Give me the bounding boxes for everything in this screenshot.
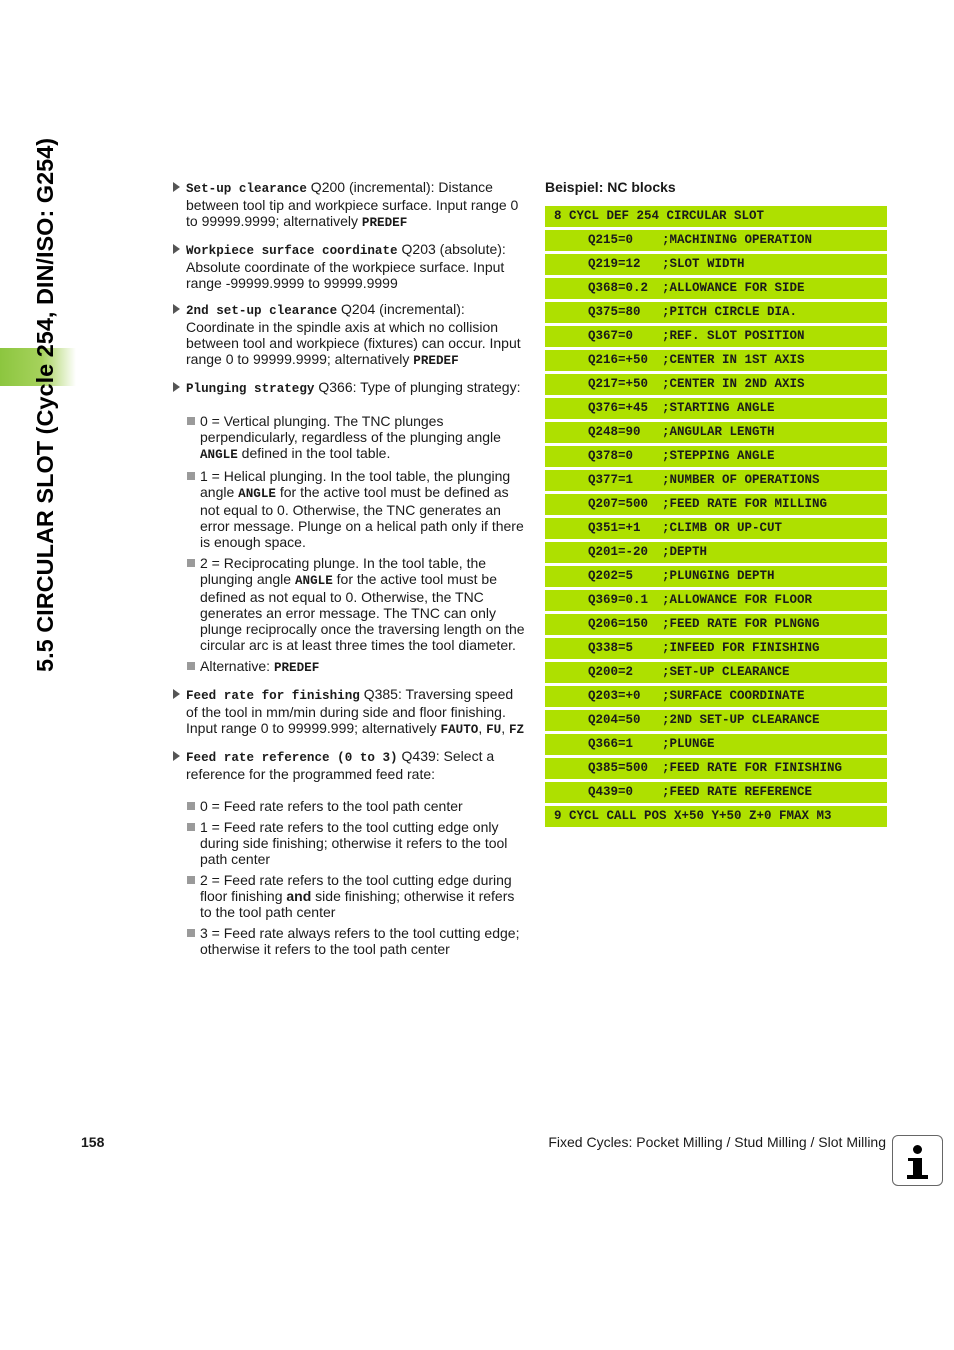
param-name: Plunging strategy: [186, 382, 315, 396]
nc-row: [545, 542, 887, 563]
square-bullet-icon: [187, 823, 195, 831]
nc-param-value: Q338=5: [588, 641, 634, 655]
bullet-arrow-icon: [173, 751, 180, 761]
nc-param-comment: ;MACHINING OPERATION: [662, 233, 813, 247]
nc-row: [545, 302, 887, 323]
nc-param-value: Q207=500: [588, 497, 649, 511]
square-bullet-icon: [187, 472, 195, 480]
nc-param-value: Q366=1: [588, 737, 634, 751]
nc-param-comment: ;FEED RATE FOR FINISHING: [662, 761, 843, 775]
nc-param-value: Q368=0.2: [588, 281, 649, 295]
square-bullet-icon: [187, 417, 195, 425]
nc-row: [545, 590, 887, 611]
nc-row: [545, 518, 887, 539]
info-icon: [892, 1135, 943, 1186]
nc-row-first: 8 CYCL DEF 254 CIRCULAR SLOT: [545, 206, 887, 227]
nc-param-comment: ;FEED RATE FOR PLNGNG: [662, 617, 820, 631]
nc-row: [545, 614, 887, 635]
nc-param-comment: ;2ND SET-UP CLEARANCE: [662, 713, 820, 727]
nc-row: [545, 278, 887, 299]
nc-param-comment: ;INFEED FOR FINISHING: [662, 641, 820, 655]
nc-blocks-list: [545, 206, 887, 830]
nc-param-value: Q217=+50: [588, 377, 649, 391]
reference-option-2: 2 = Feed rate refers to the tool cutting edge during floor finishing and side finishing; otherwise it refers to the tool path center: [172, 872, 528, 920]
nc-param-value: Q377=1: [588, 473, 634, 487]
param-name: Set-up clearance: [186, 182, 307, 196]
parameter-list: [172, 179, 528, 962]
bullet-arrow-icon: [173, 382, 180, 392]
param-tail: PREDEF: [413, 354, 459, 368]
nc-row-last: 9 CYCL CALL POS X+50 Y+50 Z+0 FMAX M3: [545, 806, 887, 827]
param-name: 2nd set-up clearance: [186, 304, 338, 318]
param-text: Q203 (absolute): Absolute coordinate of the workpiece surface. Input range -99999.9999 to 99999.9999: [186, 241, 506, 291]
reference-option-0: 0 = Feed rate refers to the tool path center: [172, 798, 528, 814]
nc-param-value: Q215=0: [588, 233, 634, 247]
nc-param-value: Q206=150: [588, 617, 649, 631]
nc-param-value: Q376=+45: [588, 401, 649, 415]
param-plunging-strategy: [172, 379, 528, 397]
nc-row: [545, 638, 887, 659]
nc-param-value: Q201=-20: [588, 545, 649, 559]
nc-param-comment: ;CENTER IN 1ST AXIS: [662, 353, 805, 367]
nc-param-value: Q219=12: [588, 257, 641, 271]
nc-param-comment: ;REF. SLOT POSITION: [662, 329, 805, 343]
nc-row: [545, 734, 887, 755]
nc-row: [545, 398, 887, 419]
nc-row: [545, 494, 887, 515]
bullet-arrow-icon: [173, 182, 180, 192]
chapter-side-title: 5.5 CIRCULAR SLOT (Cycle 254, DIN/ISO: G254): [32, 137, 58, 672]
param-text: Q204 (incremental): Coordinate in the spindle axis at which no collision between tool and workpiece (fixtures) can occur. Input range 0 to 99999.9999; alternatively: [186, 301, 521, 367]
nc-param-value: Q202=5: [588, 569, 634, 583]
param-feed-rate-reference: Feed rate reference (0 to 3) Q439: Select a reference for the programmed feed rate:: [172, 748, 528, 782]
param-tail: PREDEF: [361, 216, 408, 230]
square-bullet-icon: [187, 929, 195, 937]
nc-param-value: Q378=0: [588, 449, 634, 463]
page-number: 158: [81, 1134, 105, 1150]
nc-row: [545, 710, 887, 731]
nc-row: [545, 374, 887, 395]
nc-row: [545, 254, 887, 275]
plunge-option-alternative: Alternative: PREDEF: [172, 658, 528, 676]
nc-param-comment: ;SLOT WIDTH: [662, 257, 745, 271]
nc-param-value: Q367=0: [588, 329, 634, 343]
param-name: Workpiece surface coordinate: [186, 244, 398, 258]
nc-param-value: Q200=2: [588, 665, 634, 679]
nc-blocks-heading: Beispiel: NC blocks: [545, 179, 676, 195]
nc-param-comment: ;PLUNGE: [662, 737, 715, 751]
bullet-arrow-icon: [173, 244, 180, 254]
nc-row: [545, 782, 887, 803]
square-bullet-icon: [187, 662, 195, 670]
nc-param-comment: ;STEPPING ANGLE: [662, 449, 775, 463]
nc-param-comment: ;PLUNGING DEPTH: [662, 569, 775, 583]
nc-row: [545, 326, 887, 347]
nc-param-value: Q369=0.1: [588, 593, 649, 607]
nc-row: [545, 446, 887, 467]
square-bullet-icon: [187, 559, 195, 567]
param-text: Q366: Type of plunging strategy:: [314, 379, 521, 395]
nc-param-comment: ;FEED RATE FOR MILLING: [662, 497, 828, 511]
nc-row: [545, 686, 887, 707]
nc-param-value: Q216=+50: [588, 353, 649, 367]
nc-param-value: Q351=+1: [588, 521, 641, 535]
plunge-option-0: 0 = Vertical plunging. The TNC plunges perpendicularly, regardless of the plunging angle ANGLE defined in the tool table.: [172, 413, 528, 463]
param-workpiece-surface: [172, 241, 528, 291]
nc-param-comment: ;CENTER IN 2ND AXIS: [662, 377, 805, 391]
bullet-arrow-icon: [173, 689, 180, 699]
param-name: Feed rate reference (0 to 3): [186, 751, 398, 765]
nc-param-value: Q375=80: [588, 305, 641, 319]
nc-row: [545, 230, 887, 251]
reference-option-3: 3 = Feed rate always refers to the tool cutting edge; otherwise it refers to the tool path center: [172, 925, 528, 957]
nc-row: [545, 566, 887, 587]
param-2nd-setup-clearance: [172, 301, 528, 369]
nc-row: [545, 758, 887, 779]
nc-param-comment: ;STARTING ANGLE: [662, 401, 775, 415]
square-bullet-icon: [187, 802, 195, 810]
reference-option-1: 1 = Feed rate refers to the tool cutting edge only during side finishing; otherwise it refers to the tool path center: [172, 819, 528, 867]
nc-row: [545, 662, 887, 683]
nc-param-value: Q385=500: [588, 761, 649, 775]
bullet-arrow-icon: [173, 304, 180, 314]
nc-param-value: Q204=50: [588, 713, 641, 727]
nc-param-comment: ;NUMBER OF OPERATIONS: [662, 473, 820, 487]
nc-row: [545, 470, 887, 491]
nc-param-comment: ;SET-UP CLEARANCE: [662, 665, 790, 679]
nc-param-value: Q203=+0: [588, 689, 641, 703]
plunge-option-2: 2 = Reciprocating plunge. In the tool table, the plunging angle ANGLE for the active tool must be defined as not equal to 0. Otherwise, the TNC generates an error message. The TNC can only plunge reciprocally once the traversing length on the circular arc is at least three times the tool diameter.: [172, 555, 528, 653]
nc-param-comment: ;DEPTH: [662, 545, 708, 559]
param-text: Q200 (incremental): Distance between tool tip and workpiece surface. Input range 0 to 99999.9999; alternatively: [186, 179, 519, 229]
nc-param-comment: ;ALLOWANCE FOR FLOOR: [662, 593, 813, 607]
param-feed-rate-finishing: Feed rate for finishing Q385: Traversing speed of the tool in mm/min during side and floor finishing. Input range 0 to 99999.999; alternatively FAUTO, FU, FZ: [172, 686, 528, 738]
plunge-option-1: 1 = Helical plunging. In the tool table, the plunging angle ANGLE for the active tool must be defined as not equal to 0. Otherwise, the TNC generates an error message. Plunge on a helical path only if there is enough space.: [172, 468, 528, 550]
footer-chapter-title: Fixed Cycles: Pocket Milling / Stud Milling / Slot Milling: [548, 1134, 886, 1150]
nc-param-comment: ;ALLOWANCE FOR SIDE: [662, 281, 805, 295]
nc-param-value: Q439=0: [588, 785, 634, 799]
param-name: Feed rate for finishing: [186, 689, 360, 703]
param-setup-clearance: [172, 179, 528, 231]
nc-param-comment: ;ANGULAR LENGTH: [662, 425, 775, 439]
nc-row: [545, 350, 887, 371]
square-bullet-icon: [187, 876, 195, 884]
nc-param-value: Q248=90: [588, 425, 641, 439]
nc-param-comment: ;FEED RATE REFERENCE: [662, 785, 813, 799]
nc-param-comment: ;SURFACE COORDINATE: [662, 689, 805, 703]
nc-param-comment: ;CLIMB OR UP-CUT: [662, 521, 783, 535]
nc-row: [545, 422, 887, 443]
nc-param-comment: ;PITCH CIRCLE DIA.: [662, 305, 798, 319]
